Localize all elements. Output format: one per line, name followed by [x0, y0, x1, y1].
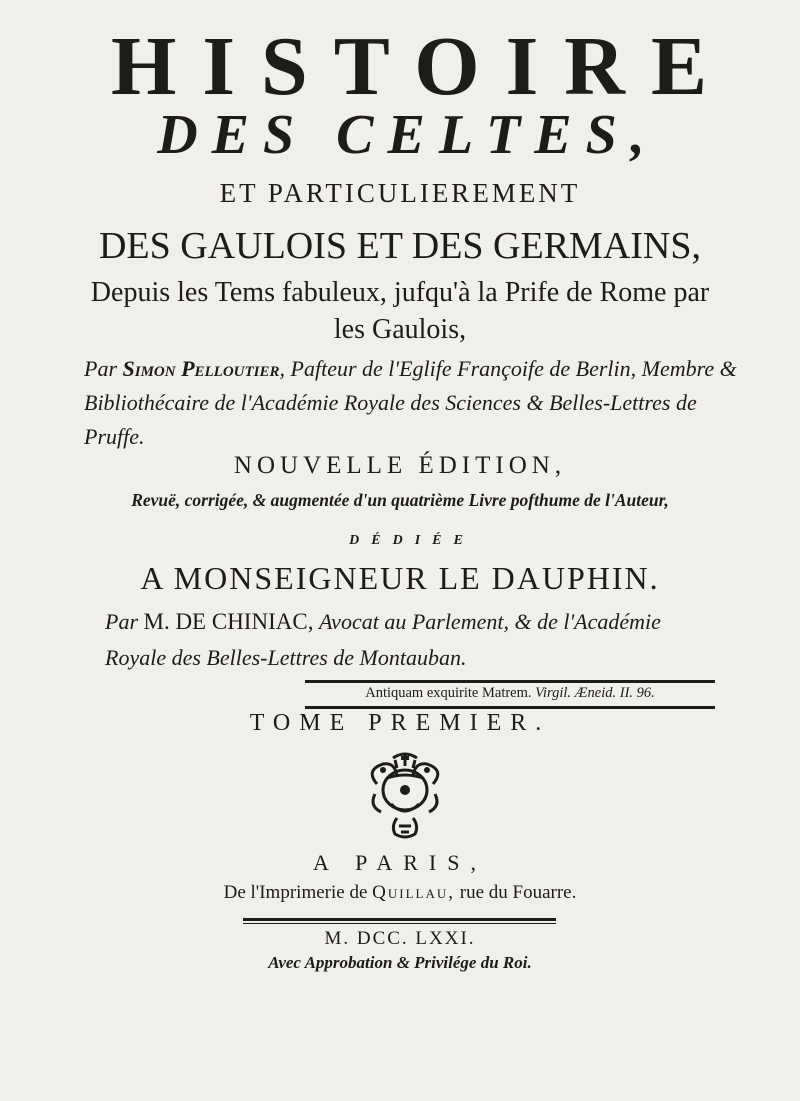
author-name: Simon Pelloutier: [122, 356, 280, 381]
edition-label: NOUVELLE ÉDITION,: [233, 452, 567, 479]
printer-suffix: rue du Fouarre.: [459, 882, 577, 903]
editor-block: [105, 604, 705, 676]
subtitle-period: Depuis les Tems fabuleux, jufqu'à la Prife de Rome par: [90, 277, 710, 308]
editor-name: M. DE CHINIAC,: [143, 609, 314, 634]
editor-description: Avocat au Parlement, & de l'Académie Royale des Belles-Lettres de Montauban.: [105, 609, 661, 670]
imprint-city: A PARIS,: [312, 850, 487, 875]
subtitle-celtes: DES CELTES,: [157, 104, 659, 166]
editor-par: Par: [105, 609, 138, 634]
author-description: , Pafteur de l'Eglife Françoife de Berlin, Membre & Bibliothécaire de l'Académie Royale des Sciences & Belles-Lettres de Pruffe.: [84, 356, 737, 449]
author-block: [84, 352, 744, 454]
rule-imprint-thin: [243, 923, 556, 924]
dedicatee: A MONSEIGNEUR LE DAUPHIN.: [140, 560, 660, 596]
epigraph-source: Virgil. Æneid. II. 96.: [535, 685, 655, 701]
subtitle-gaulois-germains: DES GAULOIS ET DES GERMAINS,: [98, 225, 702, 267]
dedication-label: DÉDIÉE: [349, 533, 475, 548]
author-par: Par: [84, 356, 117, 381]
imprint-printer: [0, 882, 800, 904]
volume-label: TOME PREMIER.: [249, 710, 551, 736]
main-title: HISTOIRE: [111, 20, 733, 113]
edition-description: Revuë, corrigée, & augmentée d'un quatrième Livre pofthume de l'Auteur,: [131, 490, 669, 510]
printer-prefix: De l'Imprimerie de: [223, 882, 368, 903]
printer-name: Quillau,: [372, 882, 455, 903]
imprint-date: M. DCC. LXXI.: [324, 928, 476, 949]
rule-epigraph-bottom: [305, 706, 715, 709]
rule-top: [305, 680, 715, 683]
subtitle-particulierement: ET PARTICULIEREMENT: [219, 178, 581, 208]
imprint-privilege: Avec Approbation & Privilége du Roi.: [268, 953, 532, 972]
rule-imprint: [243, 918, 556, 921]
subtitle-period-end: les Gaulois,: [333, 314, 467, 345]
royal-crest-icon: [355, 748, 455, 844]
epigraph: [0, 685, 800, 702]
epigraph-text: Antiquam exquirite Matrem.: [365, 685, 532, 701]
